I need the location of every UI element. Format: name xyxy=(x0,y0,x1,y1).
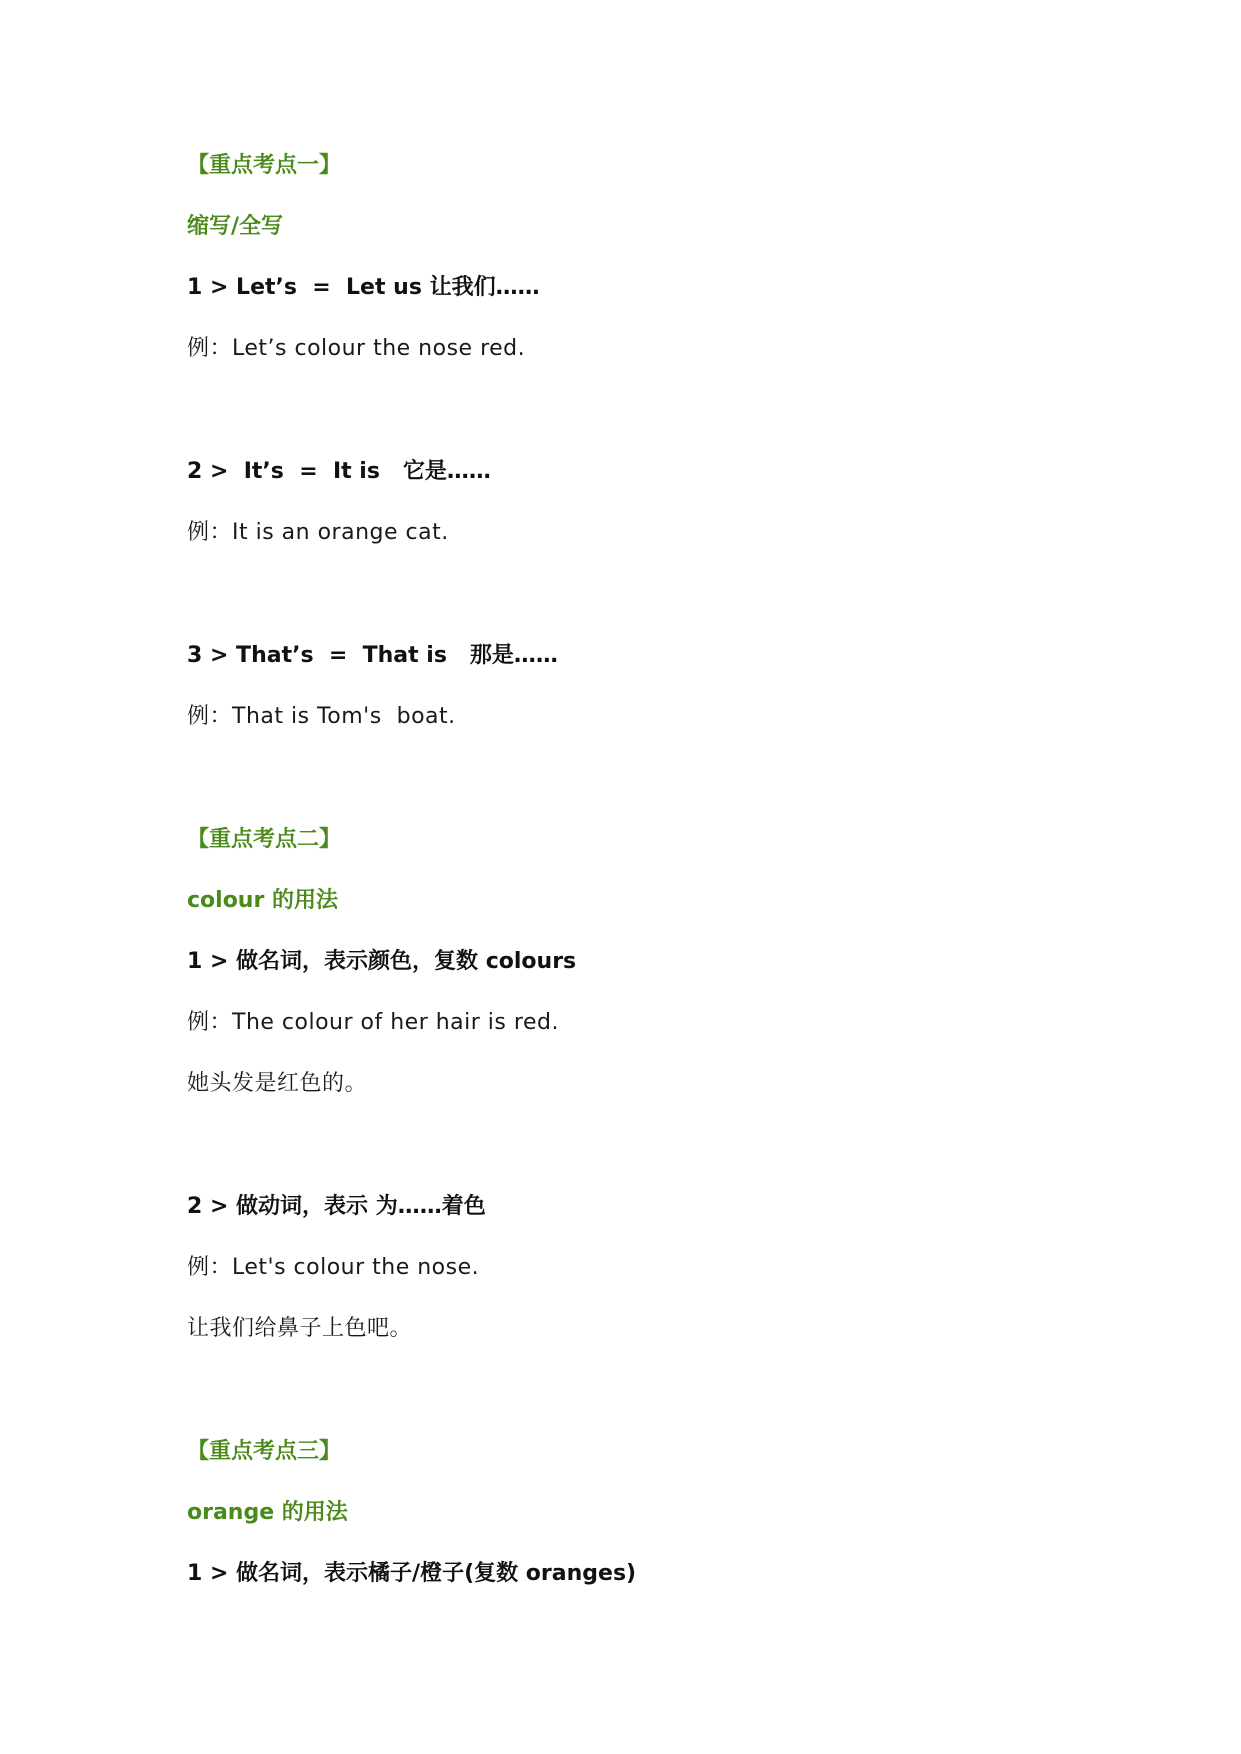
section-topic: colour 的用法 xyxy=(187,888,338,913)
example-sentence: 例：That is Tom's boat. xyxy=(187,704,456,729)
key-point: 2 > 做动词，表示 为……着色 xyxy=(187,1194,486,1219)
section-heading: 【重点考点一】 xyxy=(187,153,342,178)
section-heading: 【重点考点三】 xyxy=(187,1439,342,1464)
key-point: 2 > It’s = It is 它是…… xyxy=(187,459,491,484)
key-point: 1 > 做名词，表示橘子/橙子(复数 oranges) xyxy=(187,1561,637,1586)
example-translation: 让我们给鼻子上色吧。 xyxy=(187,1316,413,1341)
example-sentence: 例：The colour of her hair is red. xyxy=(187,1010,559,1035)
example-sentence: 例：Let's colour the nose. xyxy=(187,1255,480,1280)
key-point: 1 > 做名词，表示颜色，复数 colours xyxy=(187,949,577,974)
example-translation: 她头发是红色的。 xyxy=(187,1071,368,1096)
section-heading: 【重点考点二】 xyxy=(187,827,342,852)
example-sentence: 例：Let’s colour the nose red. xyxy=(187,336,526,361)
key-point: 1 > Let’s = Let us 让我们…… xyxy=(187,275,540,300)
section-topic: 缩写/全写 xyxy=(187,214,284,239)
section-topic: orange 的用法 xyxy=(187,1500,348,1525)
example-sentence: 例：It is an orange cat. xyxy=(187,520,449,545)
key-point: 3 > That’s = That is 那是…… xyxy=(187,643,558,668)
